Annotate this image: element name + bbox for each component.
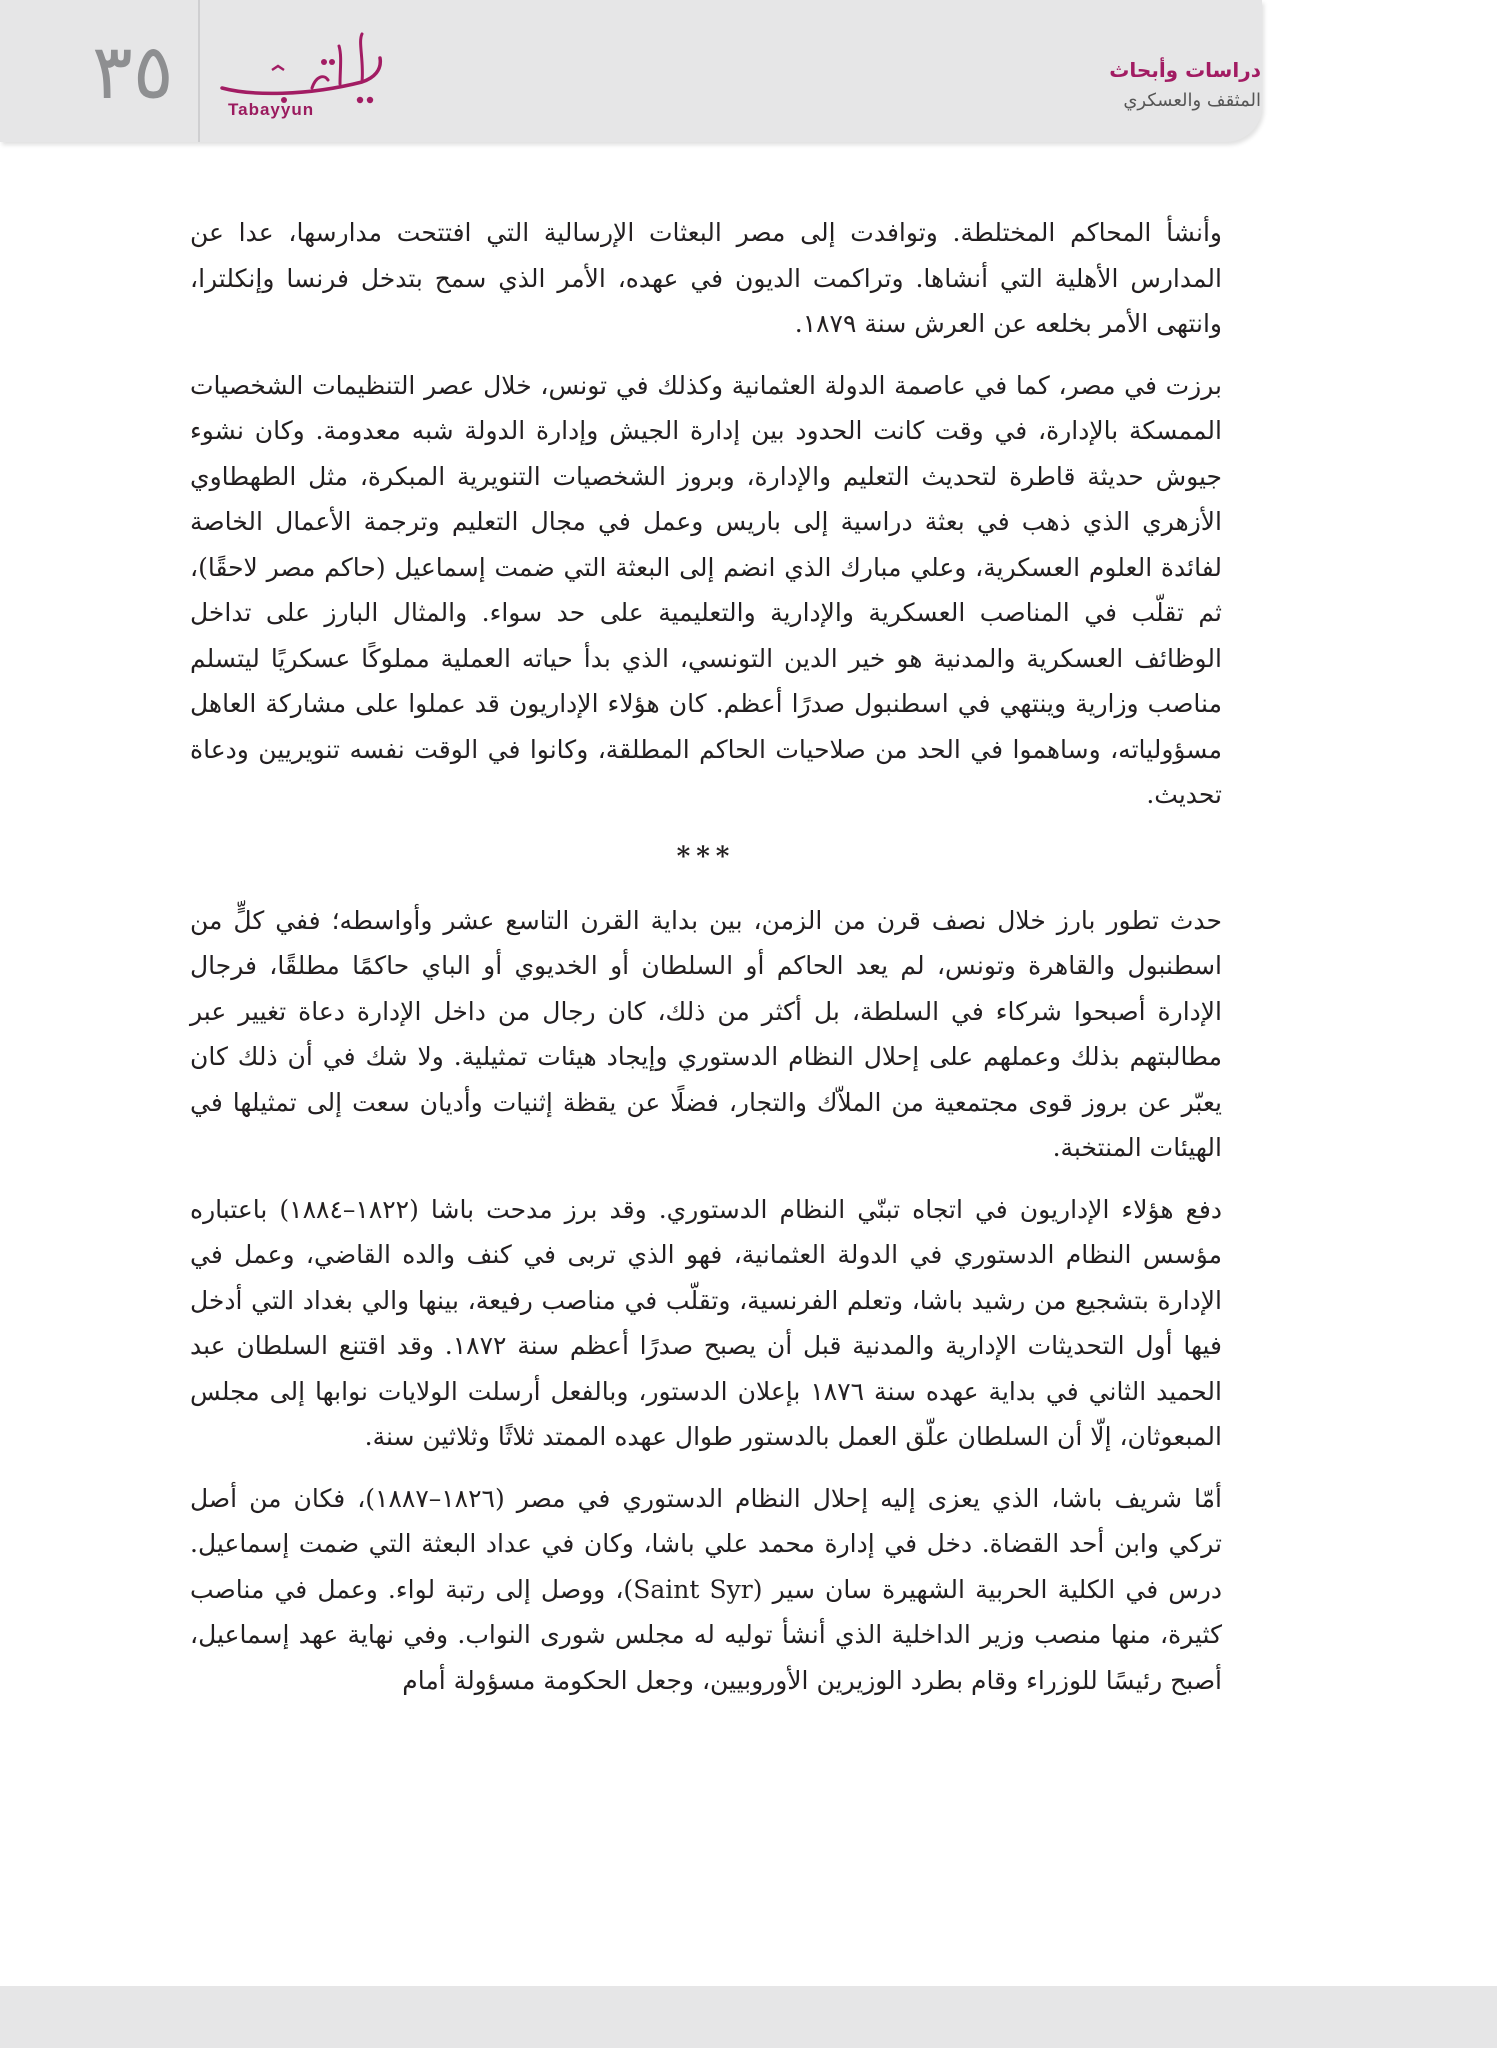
section-title: دراسات وأبحاث <box>1109 58 1261 82</box>
paragraph: دفع هؤلاء الإداريون في اتجاه تبنّي النظام الدستوري. وقد برز مدحت باشا (١٨٢٢–١٨٨٤) باعتباره مؤسس النظام الدستوري في الدولة العثمانية، فهو الذي تربى في كنف والده القاضي، وعمل في الإدارة بتشجيع من رشيد باشا، وتعلم الفرنسية، وتقلّب في مناصب رفيعة، بينها والي بغداد التي أدخل فيها أول التحديثات الإدارية والمدنية قبل أن يصبح صدرًا أعظم سنة ١٨٧٢. وقد اقتنع السلطان عبد الحميد الثاني في بداية عهده سنة ١٨٧٦ بإعلان الدستور، وبالفعل أرسلت الولايات نوابها إلى مجلس المبعوثان، إلّا أن السلطان علّق العمل بالدستور طوال عهده الممتد ثلاثًا وثلاثين سنة. <box>190 1194 1222 1451</box>
paragraph: حدث تطور بارز خلال نصف قرن من الزمن، بين بداية القرن التاسع عشر وأواسطه؛ ففي كلٍّ من اسطنبول والقاهرة وتونس، لم يعد الحاكم أو السلطان أو الخديوي أو الباي حاكمًا مطلقًا، فرجال الإدارة أصبحوا شركاء في السلطة، بل أكثر من ذلك، كان رجال من داخل الإدارة دعاة تغيير عبر مطالبتهم بذلك وعملهم على إحلال النظام الدستوري وإيجاد هيئات تمثيلية. ولا شك في أن ذلك كان يعبّر عن بروز قوى مجتمعية من الملاّك والتجار، فضلًا عن يقظة إثنيات وأديان سعت إلى تمثيلها في الهيئات المنتخبة. <box>190 905 1222 1162</box>
paragraph: برزت في مصر، كما في عاصمة الدولة العثمانية وكذلك في تونس، خلال عصر التنظيمات الشخصيات الممسكة بالإدارة، في وقت كانت الحدود بين إدارة الجيش وإدارة الدولة شبه معدومة. وكان نشوء جيوش حديثة قاطرة لتحديث التعليم والإدارة، وبروز الشخصيات التنويرية المبكرة، مثل الطهطاوي الأزهري الذي ذهب في بعثة دراسية إلى باريس وعمل في مجال التعليم وترجمة الأعمال الخاصة لفائدة العلوم العسكرية، وعلي مبارك الذي انضم إلى البعثة التي ضمت إسماعيل (حاكم مصر لاحقًا)، ثم تقلّب في المناصب العسكرية والإدارية والتعليمية على حد سواء. والمثال البارز على تداخل الوظائف العسكرية والمدنية هو خير الدين التونسي، الذي بدأ حياته العملية مملوكًا عسكريًا ليتسلم مناصب وزارية وينتهي في اسطنبول صدرًا أعظم. كان هؤلاء الإداريون قد عملوا على مشاركة العاهل مسؤولياته، وساهموا في الحد من صلاحيات الحاكم المطلقة، وكانوا في الوقت نفسه تنويريين ودعاة تحديث. <box>190 370 1222 809</box>
article-body <box>190 210 1222 1719</box>
tabayyun-logo-text: Tabayyun <box>228 100 315 119</box>
page-number: ٣٥ <box>92 27 174 116</box>
paragraph: أمّا شريف باشا، الذي يعزى إليه إحلال النظام الدستوري في مصر (١٨٢٦–١٨٨٧)، فكان من أصل تركي وابن أحد القضاة. دخل في إدارة محمد علي باشا، وكان في عداد البعثة التي ضمت إسماعيل. درس في الكلية الحربية الشهيرة سان سير (Saint Syr)، ووصل إلى رتبة لواء. وعمل في مناصب كثيرة، منها منصب وزير الداخلية الذي أنشأ توليه له مجلس شورى النواب. وفي نهاية عهد إسماعيل، أصبح رئيسًا للوزراء وقام بطرد الوزيرين الأوروبيين، وجعل الحكومة مسؤولة أمام <box>190 1483 1223 1695</box>
section-subtitle: المثقف والعسكري <box>1123 90 1261 111</box>
header-divider <box>198 0 200 142</box>
page-footer <box>0 1986 1497 2048</box>
section-separator: *** <box>676 841 736 872</box>
paragraph: وأنشأ المحاكم المختلطة. وتوافدت إلى مصر البعثات الإرسالية التي افتتحت مدارسها، عدا عن المدارس الأهلية التي أنشاها. وتراكمت الديون في عهده، الأمر الذي سمح بتدخل فرنسا وإنكلترا، وانتهى الأمر بخلعه عن العرش سنة ١٨٧٩. <box>190 218 1222 338</box>
